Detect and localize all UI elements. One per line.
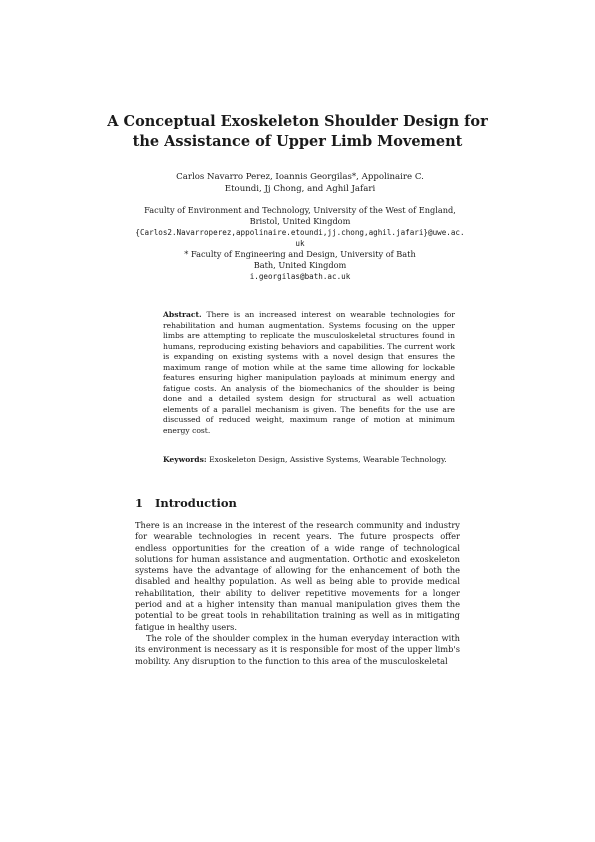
abstract-paragraph <box>163 310 455 436</box>
keywords-label: Keywords: <box>163 455 207 464</box>
keywords <box>163 455 455 466</box>
section-heading <box>135 496 237 510</box>
paper-title <box>0 112 595 152</box>
affiliation-bath <box>130 249 470 282</box>
introduction-body <box>135 520 460 667</box>
keywords-text: Exoskeleton Design, Assistive Systems, Wearable Technology. <box>209 455 447 464</box>
intro-paragraph-1: There is an increase in the interest of the research community and industry for wearable technologies in recent years. The future prospects offer endless opportunities for the creation of a wide range of technological solutions for human assistance and augmentation. Orthotic and exoskeleton systems have the advantage of allowing for the enhancement of both the disabled and healthy population. As well as being able to provide medical rehabilitation, their ability to deliver repetitive movements for a longer period and at a higher intensity than manual manipulation gives them the potential to be great tools in rehabilitation training as well as in mitigating fatigue in healthy users. <box>135 520 460 632</box>
abstract-text: There is an increased interest on wearable technologies for rehabilitation and human augmentation. Systems focusing on the upper limbs are attempting to replicate the musculoskeletal structures found in humans, reproducing existing behaviors and capabilities. The current work is expanding on existing systems with a novel design that ensures the maximum range of motion while at the same time allowing for lockable features ensuring higher manipulation payloads at minimum energy and fatigue costs. An analysis of the biomechanics of the shoulder is being done and a detailed system design for structural as well actuation elements of a parallel mechanism is given. The benefits for the use are discussed of reduced weight, maximum range of motion at minimum energy cost. <box>163 310 456 435</box>
author-list: Carlos Navarro Perez, Ioannis Georgilas*, Appolinaire C. Etoundi, Jj Chong, and Aghil Jafari <box>176 172 424 194</box>
affiliation-bath-line-2: Bath, United Kingdom <box>253 260 347 270</box>
title-line-2: the Assistance of Upper Limb Movement <box>132 133 463 150</box>
affiliation-bath-email: i.georgilas@bath.ac.uk <box>249 272 351 281</box>
affiliation-uwe <box>130 205 470 249</box>
title-line-1: A Conceptual Exoskeleton Shoulder Design for <box>107 113 488 130</box>
affiliation-uwe-email-line-1: {Carlos2.Navarroperez,appolinaire.etoundi,jj.chong,aghil.jafari}@uwe.ac. <box>135 228 465 237</box>
abstract-label: Abstract. <box>163 310 202 319</box>
abstract <box>163 310 455 436</box>
affiliation-uwe-line-2: Bristol, United Kingdom <box>249 216 351 226</box>
affiliation-uwe-email-line-2: uk <box>295 239 305 248</box>
affiliation-uwe-line-1: Faculty of Environment and Technology, University of the West of England, <box>144 205 456 215</box>
section-number: 1 <box>135 496 144 510</box>
section-title: Introduction <box>155 496 237 510</box>
affiliation-bath-line-1: * Faculty of Engineering and Design, University of Bath <box>184 249 416 259</box>
intro-paragraph-2: The role of the shoulder complex in the human everyday interaction with its environment is necessary as it is responsible for most of the upper limb's mobility. Any disruption to the function to this area of the musculoskeletal <box>135 632 460 666</box>
